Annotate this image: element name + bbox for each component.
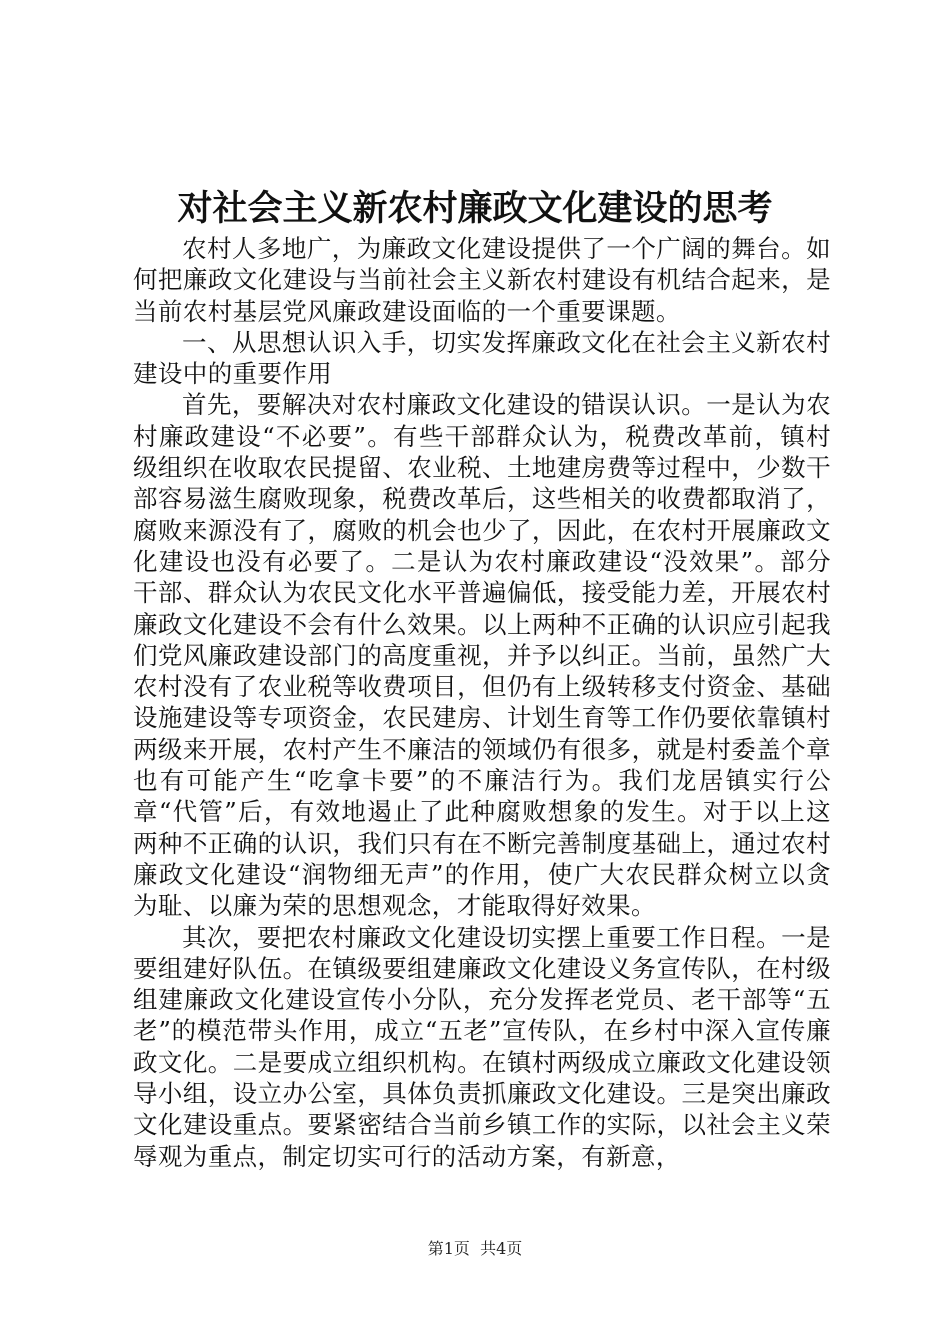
paragraph-first: 首先，要解决对农村廉政文化建设的错误认识。一是认为农村廉政建设“不必要”。有些干部群众认为，税费改革前，镇村级组织在收取农民提留、农业税、土地建房费等过程中，少数干部容易滋生腐败现象，税费改革后，这些相关的收费都取消了，腐败来源没有了，腐败的机会也少了，因此，在农村开展廉政文化建设也没有必要了。二是认为农村廉政建设“没效果”。部分干部、群众认为农民文化水平普遍偏低，接受能力差，开展农村廉政文化建设不会有什么效果。以上两种不正确的认识应引起我们党风廉政建设部门的高度重视，并予以纠正。当前，虽然广大农村没有了农业税等收费项目，但仍有上级转移支付资金、基础设施建设等专项资金，农民建房、计划生育等工作仍要依靠镇村两级来开展，农村产生不廉洁的领域仍有很多，就是村委盖个章也有可能产生“吃拿卡要”的不廉洁行为。我们龙居镇实行公章“代管”后，有效地遏止了此种腐败想象的发生。对于以上这两种不正确的认识，我们只有在不断完善制度基础上，通过农村廉政文化建设“润物细无声”的作用，使广大农民群众树立以贪为耻、以廉为荣的思想观念，才能取得好效果。 [133,390,831,921]
document-body [133,233,831,1172]
section-heading-1: 一、从思想认识入手，切实发挥廉政文化在社会主义新农村建设中的重要作用 [133,327,831,389]
paragraph-second: 其次，要把农村廉政文化建设切实摆上重要工作日程。一是要组建好队伍。在镇级要组建廉政文化建设义务宣传队，在村级组建廉政文化建设宣传小分队，充分发挥老党员、老干部等“五老”的模范带头作用，成立“五老”宣传队，在乡村中深入宣传廉政文化。二是要成立组织机构。在镇村两级成立廉政文化建设领导小组，设立办公室，具体负责抓廉政文化建设。三是突出廉政文化建设重点。要紧密结合当前乡镇工作的实际，以社会主义荣辱观为重点，制定切实可行的活动方案，有新意， [133,922,831,1171]
page-number: 第1页 [427,1239,470,1258]
page-total: 共4页 [480,1239,523,1258]
document-title: 对社会主义新农村廉政文化建设的思考 [177,188,773,229]
page-footer [0,1238,950,1260]
footer-separator [470,1239,480,1258]
paragraph-intro: 农村人多地广，为廉政文化建设提供了一个广阔的舞台。如何把廉政文化建设与当前社会主义新农村建设有机结合起来，是当前农村基层党风廉政建设面临的一个重要课题。 [133,234,831,326]
